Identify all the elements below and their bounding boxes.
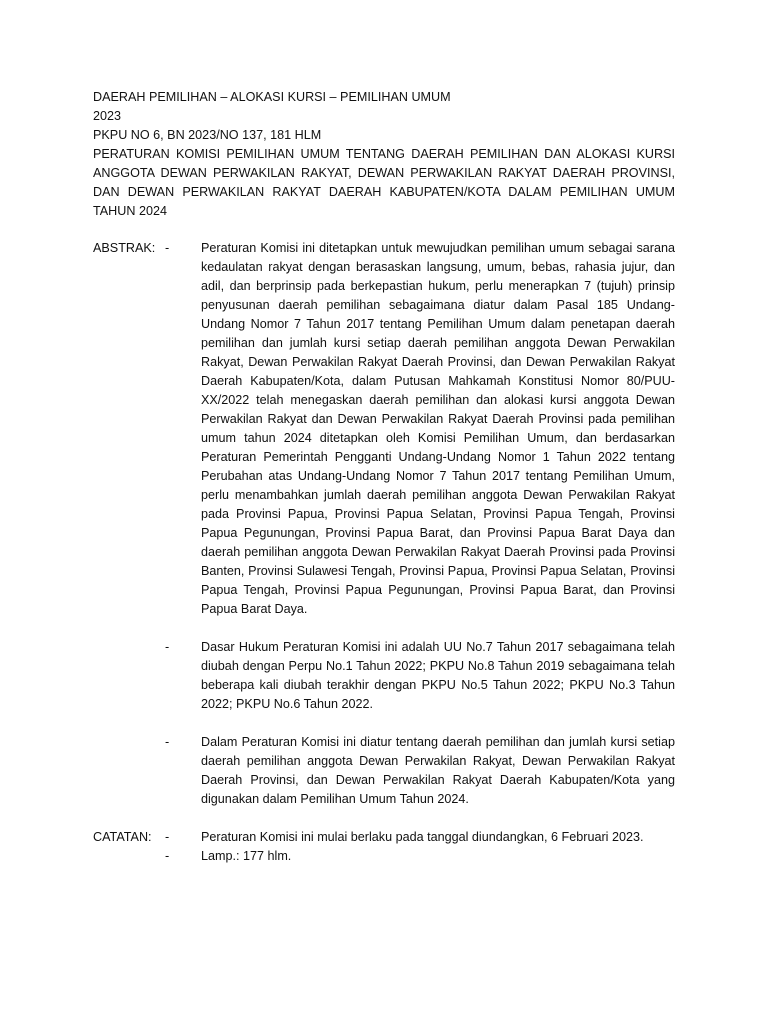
abstrak-item-1 <box>93 239 675 619</box>
abstrak-text: Dalam Peraturan Komisi ini diatur tentang daerah pemilihan dan jumlah kursi setiap daerah pemilihan anggota Dewan Perwakilan Rakyat, Dewan Perwakilan Rakyat Daerah Provinsi, dan Dewan Perwakilan Rakyat Daerah Kabupaten/Kota yang digunakan dalam Pemilihan Umum Tahun 2024. <box>201 735 675 806</box>
bullet-dash: - <box>165 241 170 255</box>
catatan-text: Lamp.: 177 hlm. <box>201 849 292 863</box>
document-title: PERATURAN KOMISI PEMILIHAN UMUM TENTANG DAERAH PEMILIHAN DAN ALOKASI KURSI ANGGOTA DEWAN PERWAKILAN RAKYAT, DEWAN PERWAKILAN RAKYAT DAERAH PROVINSI, DAN DEWAN PERWAKILAN RAKYAT DAERAH KABUPATEN/KOTA DALAM PEMILIHAN UMUM TAHUN 2024 <box>93 147 675 218</box>
abstrak-label: ABSTRAK: <box>93 241 156 255</box>
bullet-dash: - <box>165 735 170 749</box>
document-year: 2023 <box>93 109 122 123</box>
abstrak-item-3 <box>93 733 675 809</box>
spacer <box>93 619 675 638</box>
abstrak-text: Peraturan Komisi ini ditetapkan untuk mewujudkan pemilihan umum sebagai sarana kedaulatan rakyat dengan berasaskan langsung, umum, bebas, rahasia jujur, dan adil, dan berprinsip pada berkepastian hukum, perlu menerapkan 7 (tujuh) prinsip penyusunan daerah pemilihan sebagaimana diatur dalam Pasal 185 Undang-Undang Nomor 7 Tahun 2017 tentang Pemilihan Umum dalam penetapan daerah pemilihan dan jumlah kursi setiap daerah pemilihan anggota Dewan Perwakilan Rakyat, Dewan Perwakilan Rakyat Daerah Provinsi, dan Dewan Perwakilan Rakyat Daerah Kabupaten/Kota, dalam Putusan Mahkamah Konstitusi Nomor 80/PUU-XX/2022 telah menegaskan daerah pemilihan dan alokasi kursi anggota Dewan Perwakilan Rakyat dan Dewan Perwakilan Rakyat Daerah Provinsi pada pemilihan umum tahun 2024 ditetapkan oleh Komisi Pemilihan Umum, dan berdasarkan Peraturan Pemerintah Pengganti Undang-Undang Nomor 1 Tahun 2022 tentang Perubahan atas Undang-Undang Nomor 7 Tahun 2017 tentang Pemilihan Umum, perlu menambahkan jumlah daerah pemilihan anggota Dewan Perwakilan Rakyat pada Provinsi Papua, Provinsi Papua Selatan, Provinsi Papua Tengah, Provinsi Papua Pegunungan, Provinsi Papua Barat, dan Provinsi Papua Barat Daya dan daerah pemilihan anggota Dewan Perwakilan Rakyat Daerah Provinsi pada Provinsi Banten, Provinsi Sulawesi Tengah, Provinsi Papua, Provinsi Papua Selatan, Provinsi Papua Tengah, Provinsi Papua Pegunungan, Provinsi Papua Barat, dan Provinsi Papua Barat Daya. <box>201 241 675 616</box>
abstrak-item-2 <box>93 638 675 714</box>
bullet-dash: - <box>165 640 170 654</box>
abstrak-text: Dasar Hukum Peraturan Komisi ini adalah UU No.7 Tahun 2017 sebagaimana telah diubah dengan Perpu No.1 Tahun 2022; PKPU No.8 Tahun 2019 sebagaimana telah beberapa kali diubah terakhir dengan PKPU No.5 Tahun 2022; PKPU No.3 Tahun 2022; PKPU No.6 Tahun 2022. <box>201 640 675 711</box>
document-category: DAERAH PEMILIHAN – ALOKASI KURSI – PEMILIHAN UMUM <box>93 90 451 104</box>
spacer <box>93 221 675 239</box>
spacer <box>93 714 675 733</box>
catatan-text: Peraturan Komisi ini mulai berlaku pada tanggal diundangkan, 6 Februari 2023. <box>201 830 644 844</box>
bullet-dash: - <box>165 849 170 863</box>
catatan-item-2 <box>93 847 675 866</box>
document-page <box>93 88 675 866</box>
spacer <box>93 809 675 828</box>
document-reference: PKPU NO 6, BN 2023/NO 137, 181 HLM <box>93 128 322 142</box>
catatan-label: CATATAN: <box>93 830 152 844</box>
bullet-dash: - <box>165 830 170 844</box>
catatan-item-1 <box>93 828 675 847</box>
